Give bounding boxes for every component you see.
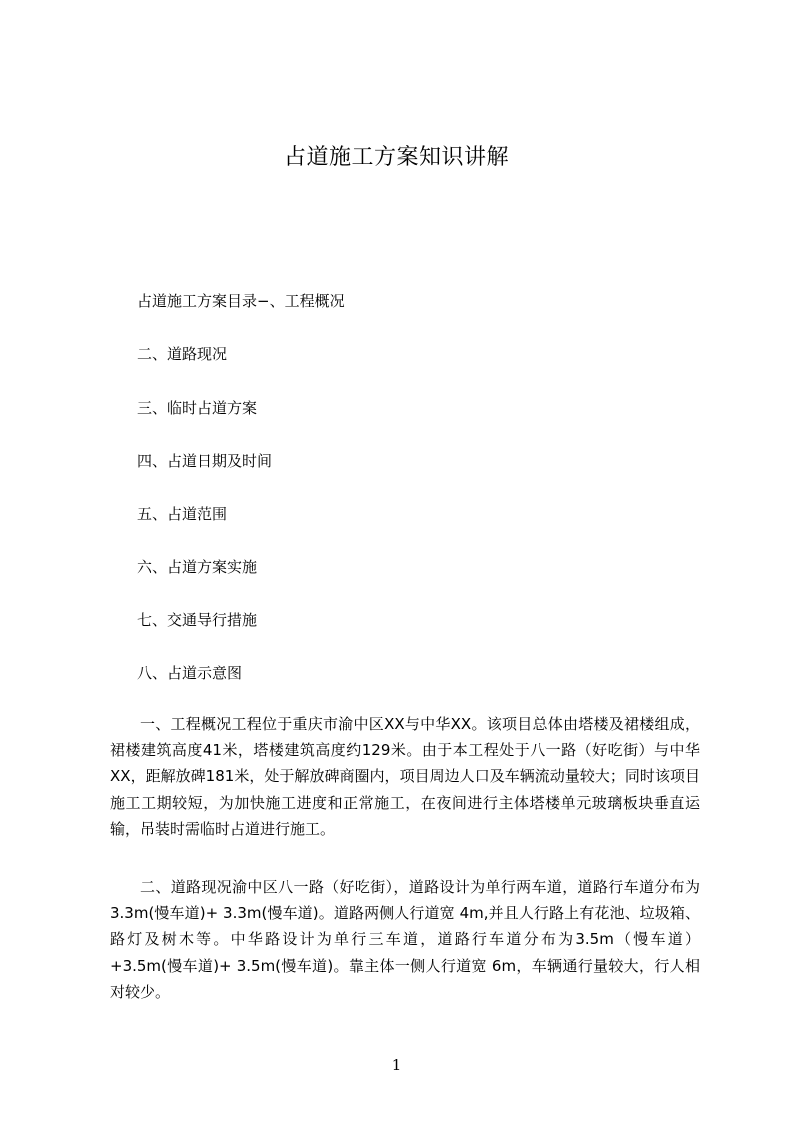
toc-item: 二、道路现况 [137, 345, 228, 363]
toc-item: 五、占道范围 [137, 505, 228, 523]
toc-item: 占道施工方案目录−、工程概况 [137, 292, 345, 310]
toc-item: 七、交通导行措施 [137, 611, 258, 629]
toc-item: 三、临时占道方案 [137, 399, 258, 417]
paragraph-road-status: 二、道路现况渝中区八一路（好吃街），道路设计为单行两车道，道路行车道分布为3.3m(慢车道)+ 3.3m(慢车道)。道路两侧人行道宽 4m,并且人行路上有花池、垃圾箱、路灯及树木等。中华路设计为单行三车道，道路行车道分布为3.5m（慢车道）+3.5m(慢车道)+ 3.5m(慢车道)。靠主体一侧人行道宽 6m，车辆通行量较大，行人相对较少。 [110, 878, 700, 1001]
toc-item: 四、占道日期及时间 [137, 452, 273, 470]
page-number: 1 [391, 1056, 402, 1074]
paragraph-project-overview: 一、工程概况工程位于重庆市渝中区XX与中华XX。该项目总体由塔楼及裙楼组成，裙楼建筑高度41米，塔楼建筑高度约129米。由于本工程处于八一路（好吃街）与中华XX，距解放碑181米，处于解放碑商圈内，项目周边人口及车辆流动量较大；同时该项目施工工期较短，为加快施工进度和正常施工，在夜间进行主体塔楼单元玻璃板块垂直运输，吊装时需临时占道进行施工。 [110, 715, 700, 838]
document-title: 占道施工方案知识讲解 [283, 145, 509, 170]
toc-item: 八、占道示意图 [137, 664, 243, 682]
toc-item: 六、占道方案实施 [137, 558, 258, 576]
